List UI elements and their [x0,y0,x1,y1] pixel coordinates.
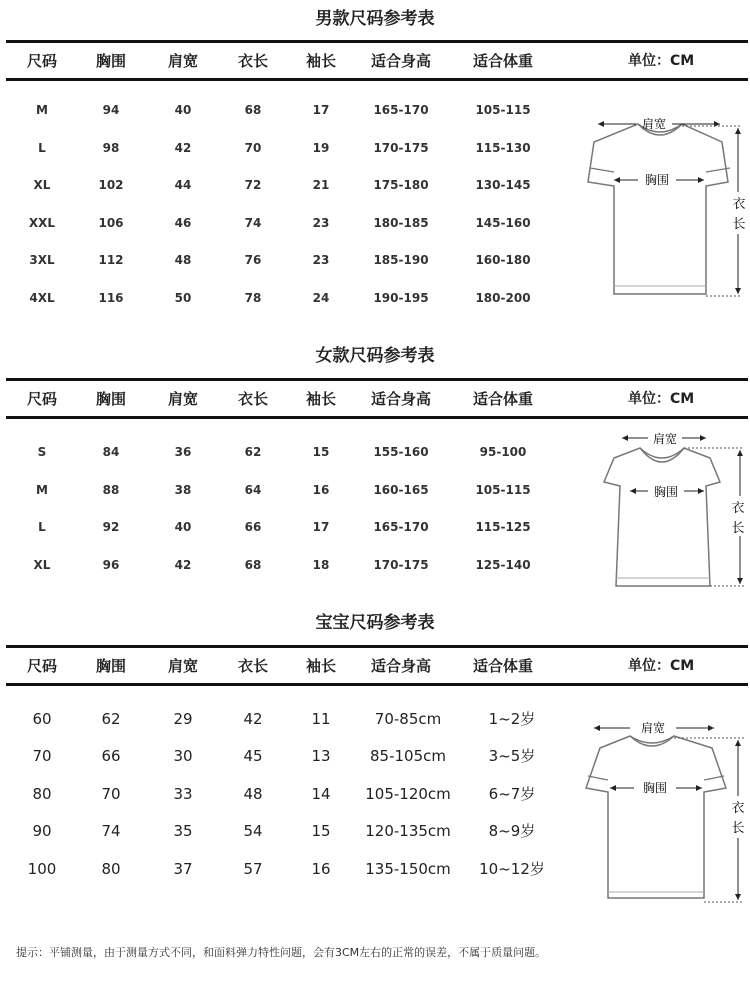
cell-shoulder: 44 [174,178,192,193]
header-height: 适合身高 [370,390,432,408]
cell-sleeve: 15 [312,445,330,459]
cell-shoulder: 35 [173,822,193,841]
cell-length: 74 [244,215,262,230]
cell-size: XXL [28,215,56,230]
cell-height: 175-180 [373,178,429,193]
cell-weight: 115-125 [475,520,531,535]
header-chest: 胸围 [95,52,127,70]
cell-weight: 125-140 [475,557,531,572]
cell-shoulder: 33 [173,784,193,803]
cell-weight: 10~12岁 [479,859,545,878]
cell-length: 48 [243,784,263,803]
unit-label: 单位：CM [628,53,695,69]
cell-chest: 80 [101,859,121,878]
header-shoulder: 肩宽 [167,657,199,675]
cell-length: 62 [244,445,262,459]
cell-sleeve: 21 [312,178,330,193]
women-tshirt-diagram [596,428,750,590]
baby-tshirt-diagram [578,712,750,908]
cell-shoulder: 40 [174,520,192,535]
cell-shoulder: 42 [174,140,192,155]
cell-length: 76 [244,253,262,268]
cell-length: 72 [244,178,262,193]
cell-size: 80 [32,784,52,803]
unit-label: 单位：CM [628,391,695,407]
cell-sleeve: 15 [311,822,331,841]
cell-chest: 84 [102,445,120,459]
cell-weight: 105-115 [475,482,531,497]
cell-size: 100 [27,859,57,878]
baby-header-bottom-rule [6,683,748,686]
men-table-title: 男款尺码参考表 [315,9,435,29]
cell-size: XL [33,557,51,572]
men-tshirt-diagram [576,106,750,302]
header-sleeve: 袖长 [305,390,337,408]
cell-length: 42 [243,710,263,728]
cell-length: 45 [243,747,263,766]
cell-chest: 96 [102,557,120,572]
cell-length: 78 [244,291,262,305]
unit-label: 单位：CM [628,658,695,674]
men-header-top-rule [6,40,748,43]
cell-shoulder: 40 [174,103,192,117]
header-size: 尺码 [26,657,58,675]
header-length: 衣长 [237,390,269,408]
cell-chest: 70 [101,784,121,803]
tshirt-outline [586,736,726,898]
cell-sleeve: 13 [311,747,331,766]
header-sleeve: 袖长 [305,52,337,70]
cell-sleeve: 16 [311,859,331,878]
cell-length: 68 [244,557,262,572]
cell-sleeve: 17 [312,103,330,117]
women-header-bottom-rule [6,416,748,419]
cell-chest: 92 [102,520,120,535]
header-weight: 适合体重 [472,390,534,408]
cell-weight: 8~9岁 [488,822,536,841]
cell-size: 60 [32,710,52,728]
length-label-bottom: 长 [731,821,745,836]
cell-height: 165-170 [373,520,429,535]
cell-weight: 160-180 [475,253,531,268]
cell-sleeve: 16 [312,482,330,497]
cell-length: 64 [244,482,262,497]
cell-height: 180-185 [373,215,429,230]
cell-chest: 106 [98,215,124,230]
cell-chest: 98 [102,140,120,155]
cell-shoulder: 38 [174,482,192,497]
cell-height: 85-105cm [370,747,446,766]
baby-table-title: 宝宝尺码参考表 [315,613,435,633]
cell-height: 165-170 [373,103,429,117]
cell-height: 190-195 [373,291,429,305]
cell-height: 155-160 [373,445,429,459]
cell-height: 135-150cm [365,859,451,878]
cell-weight: 105-115 [475,103,531,117]
chest-label: 胸围 [653,485,679,499]
cell-height: 120-135cm [365,822,451,841]
cell-chest: 102 [98,178,124,193]
cell-sleeve: 23 [312,215,330,230]
cell-shoulder: 37 [173,859,193,878]
women-header-row [6,382,748,416]
women-table-title: 女款尺码参考表 [315,346,435,366]
cell-height: 185-190 [373,253,429,268]
cell-size: 90 [32,822,52,841]
cell-weight: 3~5岁 [488,747,536,766]
length-label-bottom: 长 [732,217,746,232]
cell-height: 70-85cm [374,710,442,728]
header-shoulder: 肩宽 [167,52,199,70]
header-size: 尺码 [26,52,58,70]
cell-weight: 6~7岁 [488,784,536,803]
cell-chest: 88 [102,482,120,497]
cell-height: 160-165 [373,482,429,497]
cell-length: 57 [243,859,263,878]
cell-sleeve: 14 [311,784,331,803]
cell-shoulder: 46 [174,215,192,230]
cell-sleeve: 24 [312,291,330,305]
shoulder-label: 肩宽 [640,721,666,735]
shoulder-label: 肩宽 [641,117,667,131]
cell-weight: 115-130 [475,140,531,155]
cell-shoulder: 42 [174,557,192,572]
shoulder-label: 肩宽 [652,432,678,446]
cell-shoulder: 50 [174,291,192,305]
cell-sleeve: 11 [311,710,331,728]
cell-length: 68 [244,103,262,117]
cell-chest: 94 [102,103,120,117]
cell-length: 66 [244,520,262,535]
header-chest: 胸围 [95,390,127,408]
header-weight: 适合体重 [472,52,534,70]
cell-length: 54 [243,822,263,841]
cell-shoulder: 48 [174,253,192,268]
header-weight: 适合体重 [472,657,534,675]
tshirt-outline [588,124,728,294]
header-length: 衣长 [237,657,269,675]
cell-chest: 112 [98,253,124,268]
cell-weight: 1~2岁 [488,710,536,728]
cell-weight: 130-145 [475,178,531,193]
cell-height: 170-175 [373,557,429,572]
cell-length: 70 [244,140,262,155]
length-label-top: 衣 [731,501,745,516]
cell-chest: 62 [101,710,121,728]
baby-header-row [6,649,748,683]
header-height: 适合身高 [370,52,432,70]
cell-size: M [36,103,48,117]
men-header-row [6,44,748,78]
length-label-bottom: 长 [731,521,745,536]
cell-size: M [36,482,48,497]
cell-shoulder: 29 [173,710,193,728]
chest-label: 胸围 [644,173,670,187]
cell-chest: 74 [101,822,121,841]
cell-sleeve: 23 [312,253,330,268]
header-chest: 胸围 [95,657,127,675]
women-header-top-rule [6,378,748,381]
cell-chest: 116 [98,291,124,305]
cell-weight: 95-100 [479,445,527,459]
cell-size: 3XL [29,253,55,268]
chest-label: 胸围 [642,781,668,795]
header-sleeve: 袖长 [305,657,337,675]
cell-shoulder: 30 [173,747,193,766]
baby-header-top-rule [6,645,748,648]
tshirt-outline [604,448,720,586]
cell-height: 105-120cm [365,784,451,803]
cell-height: 170-175 [373,140,429,155]
header-height: 适合身高 [370,657,432,675]
header-shoulder: 肩宽 [167,390,199,408]
footnote: 提示：平铺测量，由于测量方式不同，和面料弹力特性问题，会有3CM左右的正常的误差，不属于质量问题。 [16,946,547,959]
cell-sleeve: 18 [312,557,330,572]
cell-size: XL [33,178,51,193]
cell-size: S [37,445,47,459]
cell-size: L [38,520,46,535]
length-label-top: 衣 [731,801,745,816]
cell-weight: 180-200 [475,291,531,305]
cell-shoulder: 36 [174,445,192,459]
cell-size: 4XL [29,291,55,305]
cell-chest: 66 [101,747,121,766]
cell-sleeve: 19 [312,140,330,155]
header-size: 尺码 [26,390,58,408]
cell-sleeve: 17 [312,520,330,535]
cell-size: L [38,140,46,155]
cell-weight: 145-160 [475,215,531,230]
men-header-bottom-rule [6,78,748,81]
cell-size: 70 [32,747,52,766]
length-label-top: 衣 [732,197,746,212]
header-length: 衣长 [237,52,269,70]
